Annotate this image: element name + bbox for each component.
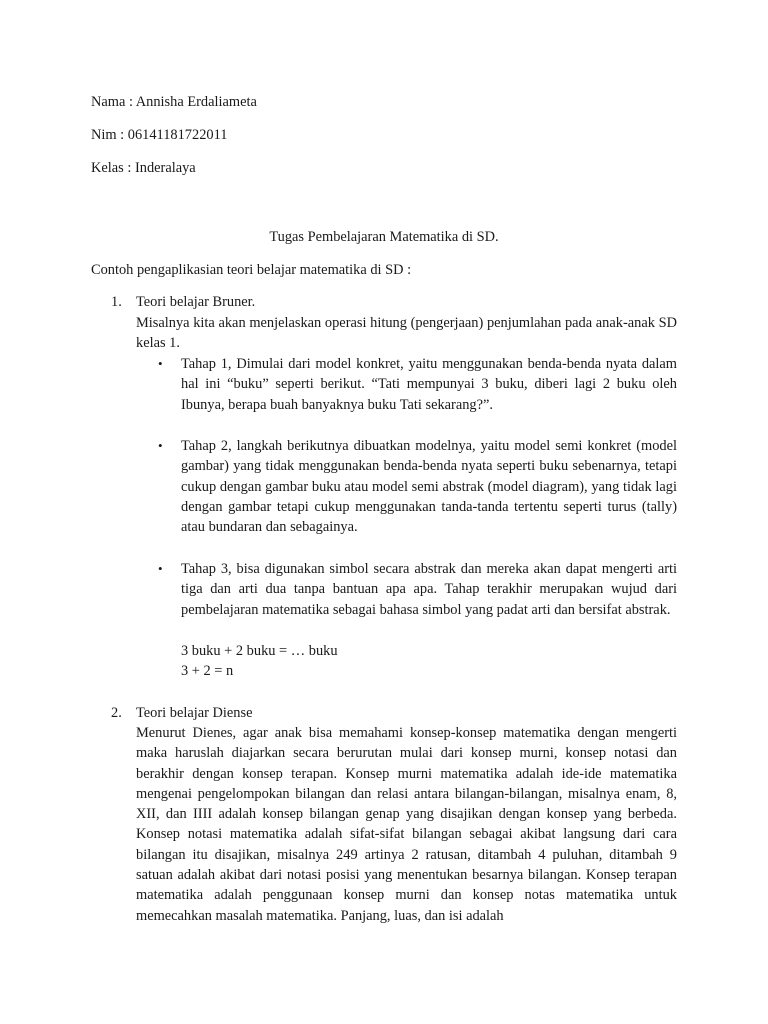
section-1-heading: Teori belajar Bruner. xyxy=(136,294,256,310)
bullet-2-marker: • xyxy=(158,438,163,453)
section-1-number: 1. xyxy=(111,294,122,310)
section-2-body: Menurut Dienes, agar anak bisa memahami konsep-konsep matematika dengan mengerti maka haruslah diajarkan secara berurutan mulai dari konsep murni, konsep notasi dan berakhir dengan konsep terapan. Konsep murni matematika adalah ide-ide matematika mengenai pengelompokan bilangan dan relasi antara bilangan-bilangan, misalnya enam, 8, XII, dan IIII adalah konsep bilangan genap yang disajikan dengan konsep yang berbeda. Konsep notasi matematika adalah sifat-sifat bilangan sebagai akibat langsung dari cara bilangan itu disajikan, misalnya 249 artinya 2 ratusan, ditambah 4 puluhan, ditambah 9 satuan adalah akibat dari notasi posisi yang menentukan besarnya bilangan. Konsep terapan matematika adalah penggunaan konsep murni dan konsep notas matematika untuk memecahkan masalah matematika. Panjang, luas, dan isi adalah xyxy=(136,725,677,924)
equation-2: 3 + 2 = n xyxy=(181,663,234,679)
bullet-3-text: Tahap 3, bisa digunakan simbol secara abstrak dan mereka akan dapat mengerti arti tiga dan arti dua tanpa bantuan apa apa. Tahap terakhir merupakan wujud dari pembelajaran matematika sebagai bahasa simbol yang padat arti dan bersifat abstrak. xyxy=(181,561,677,618)
student-nim: Nim : 06141181722011 xyxy=(91,127,228,143)
bullet-3-marker: • xyxy=(158,561,163,576)
bullet-1-text: Tahap 1, Dimulai dari model konkret, yaitu menggunakan benda-benda nyata dalam hal ini “buku” seperti berikut. “Tati mempunyai 3 buku, diberi lagi 2 buku oleh Ibunya, berapa buah banyaknya buku Tati sekarang?”. xyxy=(181,356,677,413)
section-2-heading: Teori belajar Diense xyxy=(136,705,253,721)
bullet-1-marker: • xyxy=(158,356,163,371)
equation-1: 3 buku + 2 buku = … buku xyxy=(181,643,338,659)
document-title: Tugas Pembelajaran Matematika di SD. xyxy=(269,229,499,245)
bullet-2-text: Tahap 2, langkah berikutnya dibuatkan modelnya, yaitu model semi konkret (model gambar) yang tidak menggunakan benda-benda nyata seperti buku sebenarnya, tetapi cukup dengan gambar buku atau model semi abstrak (model diagram), yang tidak lagi dengan gambar tetapi cukup menggunakan tanda-tanda tertentu seperti turus (tally) atau bundaran dan sebagainya. xyxy=(181,438,677,536)
student-class: Kelas : Inderalaya xyxy=(91,160,196,176)
section-2-number: 2. xyxy=(111,705,122,721)
student-name: Nama : Annisha Erdaliameta xyxy=(91,94,257,110)
intro-text: Contoh pengaplikasian teori belajar matematika di SD : xyxy=(91,262,412,278)
section-1-body: Misalnya kita akan menjelaskan operasi hitung (pengerjaan) penjumlahan pada anak-anak SD kelas 1. xyxy=(136,315,677,352)
